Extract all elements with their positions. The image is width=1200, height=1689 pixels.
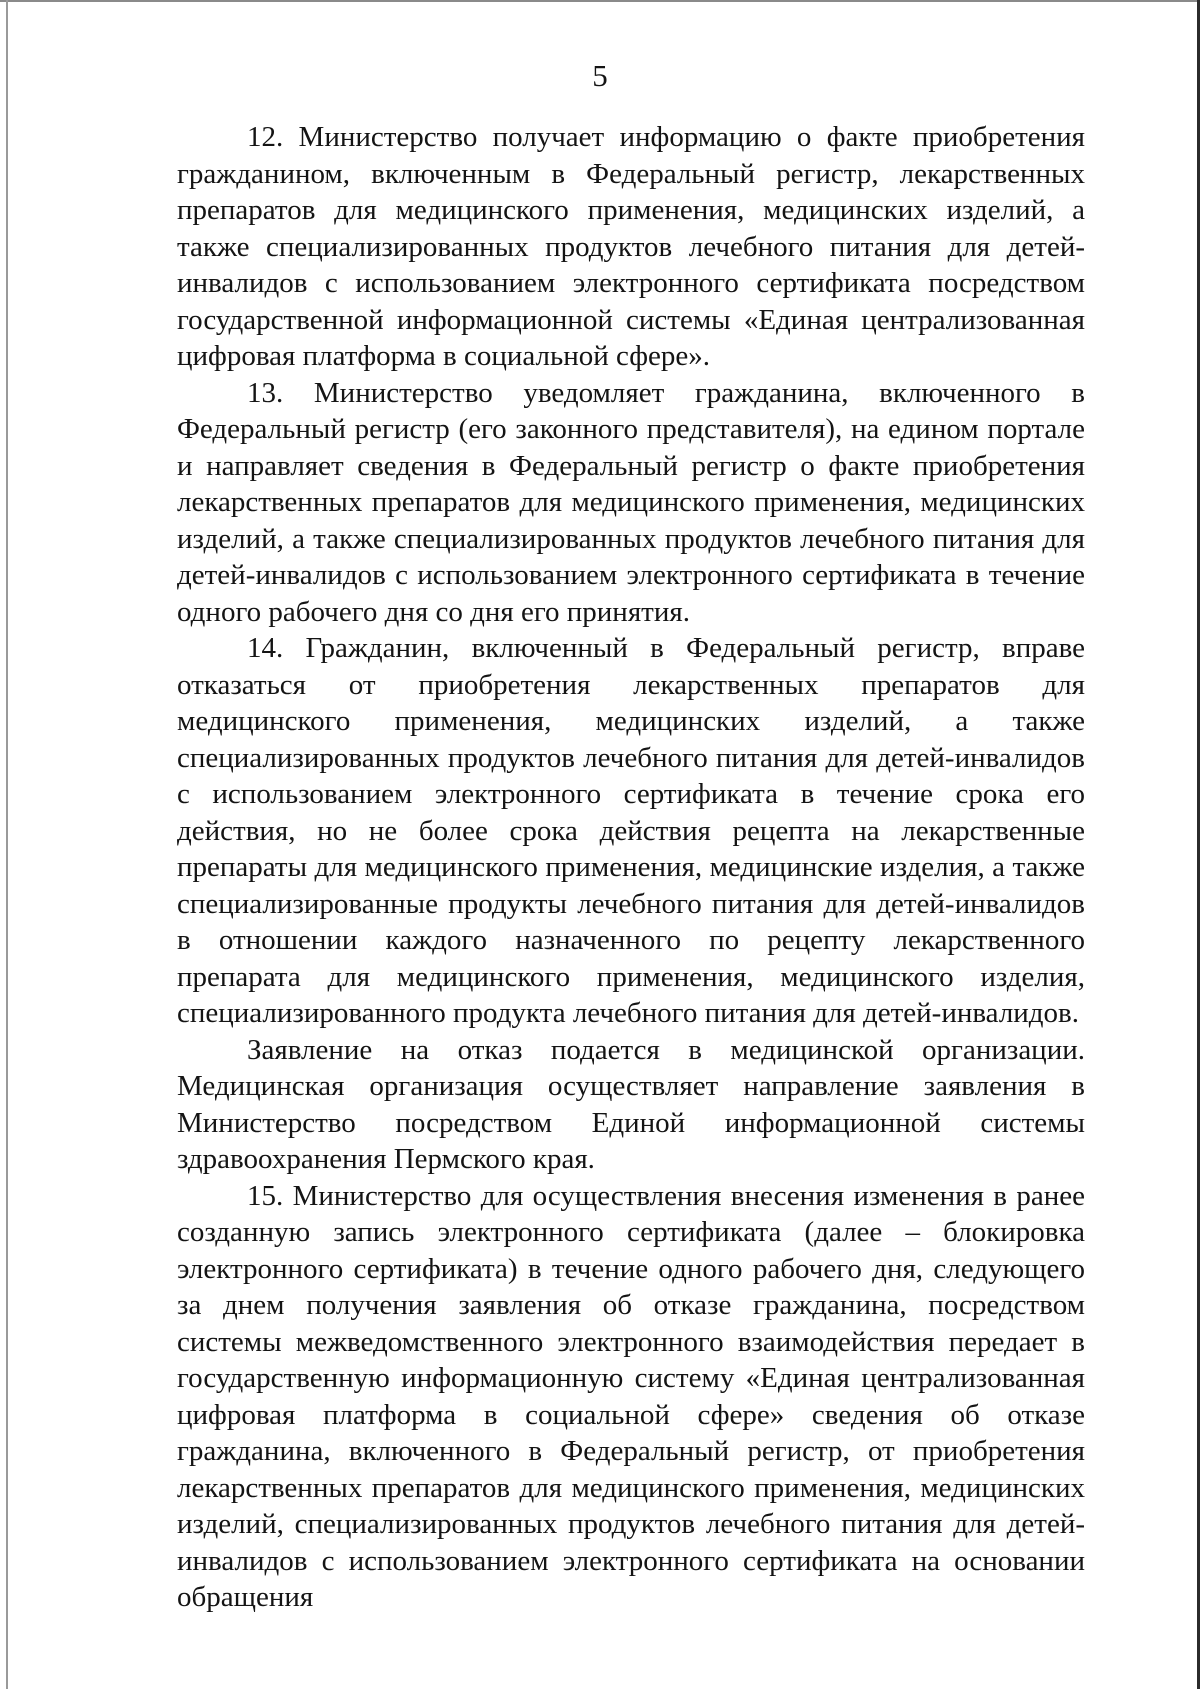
paragraph-14: 14. Гражданин, включенный в Федеральный регистр, вправе отказаться от приобретения лекарственных препаратов для медицинского применения, медицинских изделий, а также специализированных продуктов лечебного питания для детей-инвалидов с использованием электронного сертификата в течение срока его действия, но не более срока действия рецепта на лекарственные препараты для медицинского применения, медицинские изделия, а также специализированные продукты лечебного питания для детей-инвалидов в отношении каждого назначенного по рецепту лекарственного препарата для медицинского применения, медицинского изделия, специализированного продукта лечебного питания для детей-инвалидов. — [177, 632, 1085, 1029]
page-number: 5 — [592, 58, 608, 93]
paragraph-13: 13. Министерство уведомляет гражданина, включенного в Федеральный регистр (его законного представителя), на едином портале и направляет сведения в Федеральный регистр о факте приобретения лекарственных препаратов для медицинского применения, медицинских изделий, а также специализированных продуктов лечебного питания для детей-инвалидов с использованием электронного сертификата в течение одного рабочего дня со дня его принятия. — [177, 376, 1085, 628]
scan-edge-top — [0, 0, 1200, 2]
paragraph-12: 12. Министерство получает информацию о факте приобретения гражданином, включенным в Федеральный регистр, лекарственных препаратов для медицинского применения, медицинских изделий, а также специализированных продуктов лечебного питания для детей-инвалидов с использованием электронного сертификата посредством государственной информационной системы «Единая централизованная цифровая платформа в социальной сфере». — [177, 121, 1085, 372]
paragraph-refusal-application: Заявление на отказ подается в медицинской организации. Медицинская организация осуществляет направление заявления в Министерство посредством Единой информационной системы здравоохранения Пермского края. — [177, 1033, 1085, 1175]
paragraph-15: 15. Министерство для осуществления внесения изменения в ранее созданную запись электронного сертификата (далее – блокировка электронного сертификата) в течение одного рабочего дня, следующего за днем получения заявления об отказе гражданина, посредством системы межведомственного электронного взаимодействия передает в государственную информационную систему «Единая централизованная цифровая платформа в социальной сфере» сведения об отказе гражданина, включенного в Федеральный регистр, от приобретения лекарственных препаратов для медицинского применения, медицинских изделий, специализированных продуктов лечебного питания для детей-инвалидов с использованием электронного сертификата на основании обращения — [177, 1179, 1085, 1613]
scan-edge-left — [6, 0, 8, 1689]
document-body — [177, 119, 1085, 1616]
